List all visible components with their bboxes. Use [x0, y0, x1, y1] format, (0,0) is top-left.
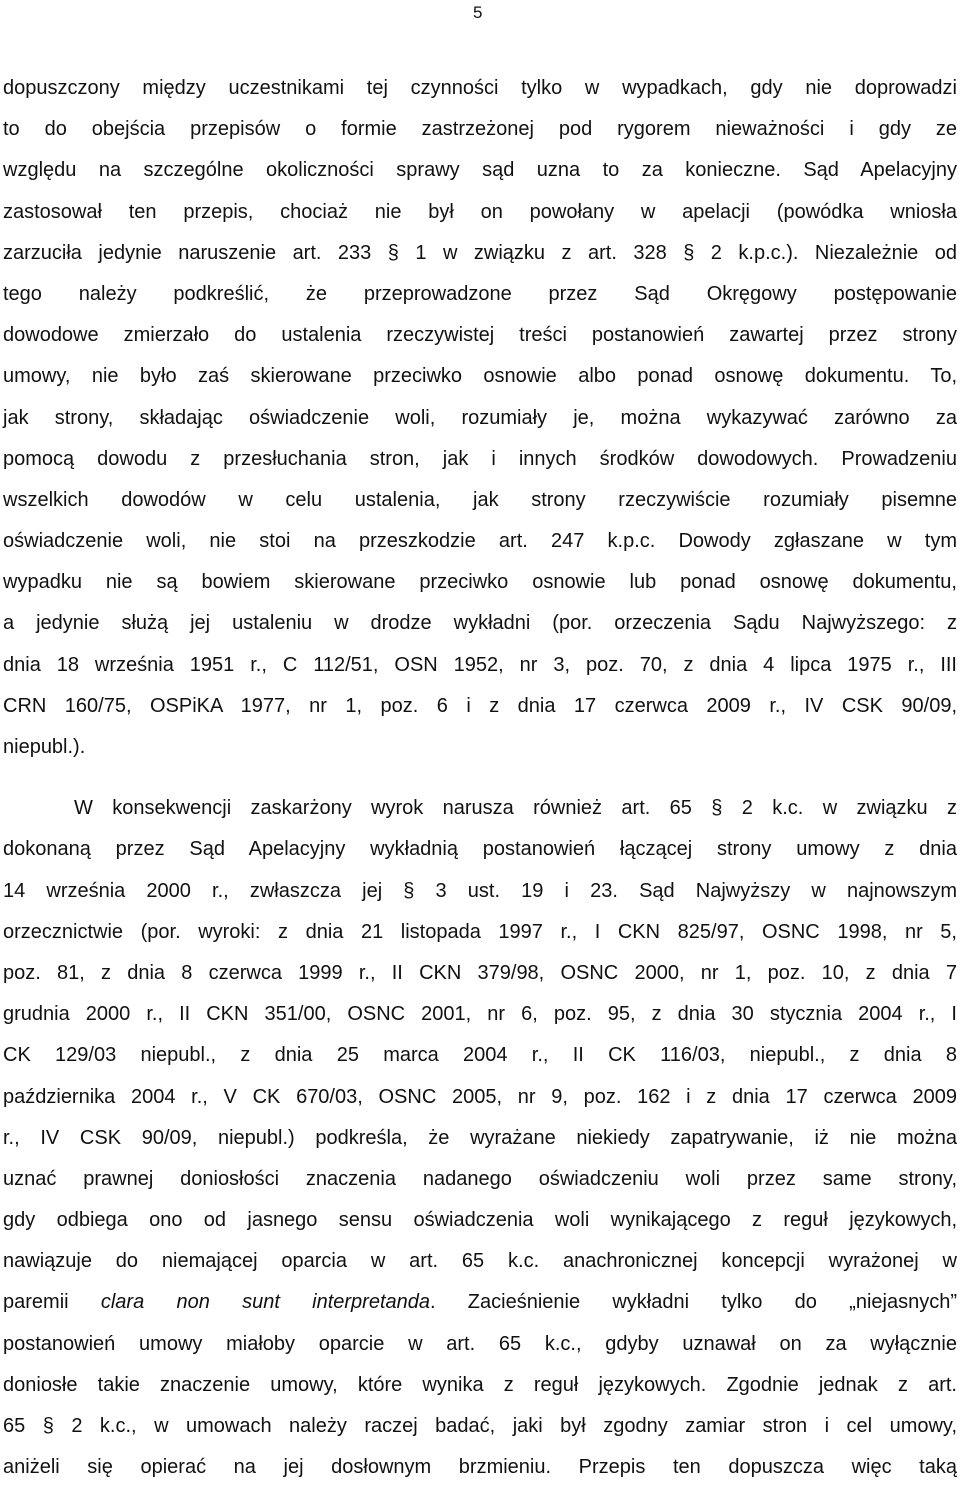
text-line: dokonaną przez Sąd Apelacyjny wykładnią postanowień łączącej strony umowy z dnia	[3, 838, 957, 861]
text-line: dopuszczony między uczestnikami tej czynności tylko w wypadkach, gdy nie doprowadzi	[3, 77, 957, 99]
text-line: CK 129/03 niepubl., z dnia 25 marca 2004 r., II CK 116/03, niepubl., z dnia 8	[3, 1044, 957, 1067]
text-line: poz. 81, z dnia 8 czerwca 1999 r., II CKN 379/98, OSNC 2000, nr 1, poz. 10, z dnia 7	[3, 961, 957, 984]
text-line: względu na szczególne okoliczności sprawy sąd uzna to za konieczne. Sąd Apelacyjny	[3, 159, 957, 182]
text-line: niepubl.).	[3, 736, 86, 758]
text-line: umowy, nie było zaś skierowane przeciwko osnowie albo ponad osnowę dokumentu. To,	[3, 365, 957, 388]
text-line: aniżeli się opierać na jej dosłownym brzmieniu. Przepis ten dopuszcza więc taką	[3, 1456, 957, 1479]
text-line: grudnia 2000 r., II CKN 351/00, OSNC 2001, nr 6, poz. 95, z dnia 30 stycznia 2004 r., I	[3, 1003, 957, 1026]
text-line: dnia 18 września 1951 r., C 112/51, OSN 1952, nr 3, poz. 70, z dnia 4 lipca 1975 r., III	[3, 653, 957, 676]
page-number: 5	[473, 3, 483, 22]
text-line: dowodowe zmierzało do ustalenia rzeczywistej treści postanowień zawartej przez strony	[3, 324, 957, 347]
text-line: gdy odbiega ono od jasnego sensu oświadczenia woli wynikającego z reguł językowych,	[3, 1209, 957, 1232]
text-line: doniosłe takie znaczenie umowy, które wynika z reguł językowych. Zgodnie jednak z art.	[3, 1373, 957, 1396]
text-line: zarzuciła jedynie naruszenie art. 233 § 1 w związku z art. 328 § 2 k.p.c.). Niezależnie od	[3, 241, 957, 264]
text-line: oświadczenie woli, nie stoi na przeszkodzie art. 247 k.p.c. Dowody zgłaszane w tym	[3, 530, 957, 553]
text-line: tego należy podkreślić, że przeprowadzone przez Sąd Okręgowy postępowanie	[3, 282, 957, 305]
text-line: paremii clara non sunt interpretanda. Zacieśnienie wykładni tylko do „niejasnych”	[3, 1291, 958, 1314]
text-line: nawiązuje do niemającej oparcia w art. 65 k.c. anachronicznej koncepcji wyrażonej w	[3, 1250, 957, 1273]
text-line: a jedynie służą jej ustaleniu w drodze wykładni (por. orzeczenia Sądu Najwyższego: z	[3, 612, 957, 635]
paragraph-gap	[3, 768, 957, 788]
text-line: W konsekwencji zaskarżony wyrok narusza również art. 65 § 2 k.c. w związku z	[74, 797, 957, 820]
text-line: 14 września 2000 r., zwłaszcza jej § 3 ust. 19 i 23. Sąd Najwyższy w najnowszym	[3, 879, 957, 902]
text-line: orzecznictwie (por. wyroki: z dnia 21 listopada 1997 r., I CKN 825/97, OSNC 1998, nr 5,	[3, 920, 957, 943]
text-line: to do obejścia przepisów o formie zastrzeżonej pod rygorem nieważności i gdy ze	[3, 118, 957, 141]
text-line: wypadku nie są bowiem skierowane przeciwko osnowie lub ponad osnowę dokumentu,	[3, 571, 957, 594]
text-line: 65 § 2 k.c., w umowach należy raczej badać, jaki był zgodny zamiar stron i cel umowy,	[3, 1415, 957, 1437]
document-body	[3, 68, 957, 1488]
paragraph	[3, 788, 957, 1488]
text-line: zastosował ten przepis, chociaż nie był on powołany w apelacji (powódka wniosła	[3, 200, 957, 223]
text-line: CRN 160/75, OSPiKA 1977, nr 1, poz. 6 i z dnia 17 czerwca 2009 r., IV CSK 90/09,	[3, 694, 957, 717]
text-line: r., IV CSK 90/09, niepubl.) podkreśla, że wyrażane niekiedy zapatrywanie, iż nie można	[3, 1126, 957, 1149]
latin-phrase: clara non sunt interpretanda	[100, 1291, 430, 1314]
text-line: października 2004 r., V CK 670/03, OSNC 2005, nr 9, poz. 162 i z dnia 17 czerwca 2009	[3, 1085, 957, 1108]
text-line: uznać prawnej doniosłości znaczenia nadanego oświadczeniu woli przez same strony,	[3, 1167, 957, 1190]
text-line: jak strony, składając oświadczenie woli, rozumiały je, można wykazywać zarówno za	[3, 406, 957, 429]
text-line: pomocą dowodu z przesłuchania stron, jak i innych środków dowodowych. Prowadzeniu	[3, 447, 957, 470]
text-line: postanowień umowy miałoby oparcie w art. 65 k.c., gdyby uznawał on za wyłącznie	[3, 1332, 957, 1355]
text-line: wszelkich dowodów w celu ustalenia, jak strony rzeczywiście rozumiały pisemne	[3, 488, 957, 511]
paragraph	[3, 68, 957, 768]
